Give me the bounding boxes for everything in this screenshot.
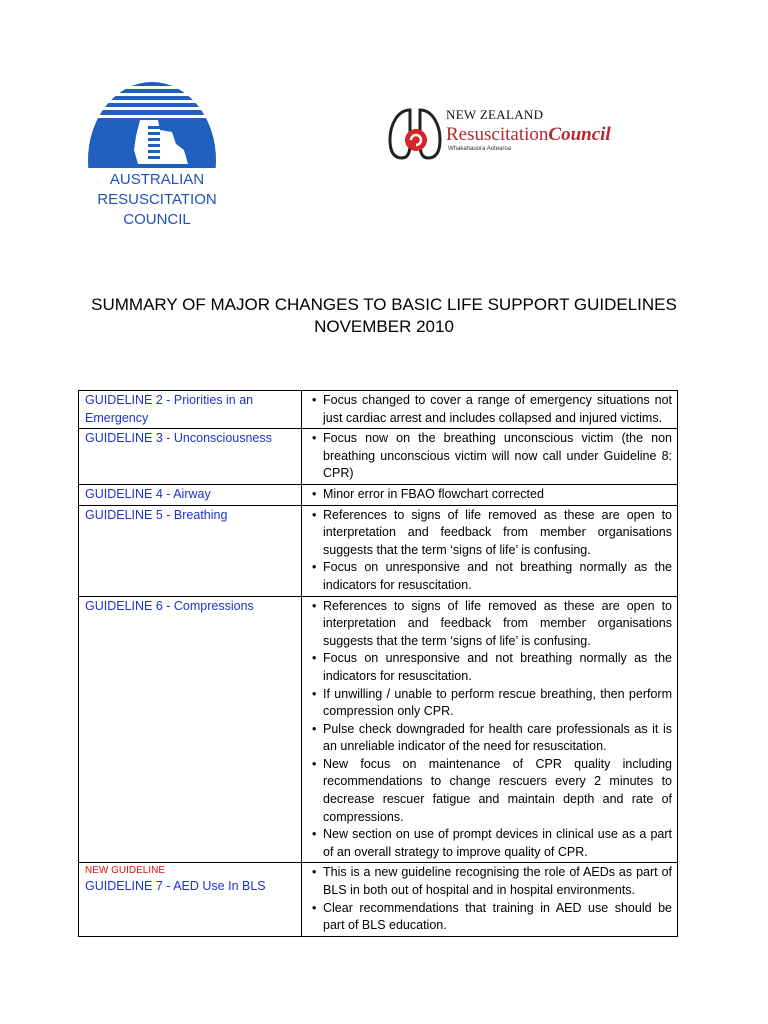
table-row	[79, 429, 678, 485]
guideline-title: GUIDELINE 6 - Compressions	[85, 598, 254, 613]
guideline-title: GUIDELINE 3 - Unconsciousness	[85, 431, 272, 446]
guideline-cell	[79, 429, 302, 485]
nz-council-name	[446, 124, 611, 146]
trademark-mark: TM	[208, 164, 216, 170]
guideline-cell	[79, 484, 302, 505]
australian-council-name	[82, 170, 232, 230]
guideline-cell	[79, 863, 302, 936]
table-row	[79, 596, 678, 863]
guideline-title: GUIDELINE 2 - Priorities in an Emergency	[85, 393, 254, 425]
guideline-cell	[79, 505, 302, 596]
change-bullet: • If unwilling / unable to perform rescue breathing, then perform compression only CPR.	[323, 686, 672, 721]
change-bullet: • References to signs of life removed as these are open to interpretation and feedback from member organisations suggests that the term ‘signs of life’ is confusing.	[323, 507, 672, 560]
title-line-2: NOVEMBER 2010	[314, 317, 454, 336]
guideline-cell	[79, 596, 302, 863]
change-bullet: • Focus on unresponsive and not breathing normally as the indicators for resuscitation.	[323, 650, 672, 685]
change-bullet: • References to signs of life removed as these are open to interpretation and feedback from member organisations suggests that the term ‘signs of life’ is confusing.	[323, 598, 672, 651]
arc-name-line-2: RESUSCITATION	[97, 191, 217, 208]
change-bullet: • Minor error in FBAO flowchart corrected	[323, 486, 672, 504]
arc-name-line-1: AUSTRALIAN	[109, 171, 205, 188]
table-row	[79, 863, 678, 936]
table-row	[79, 505, 678, 596]
document-title	[0, 294, 768, 338]
change-bullet: • This is a new guideline recognising the role of AEDs as part of BLS in both out of hospital and in hospital environments.	[323, 864, 672, 899]
change-bullet: • Focus now on the breathing unconscious victim (the non breathing unconscious victim will now call under Guideline 8: CPR)	[323, 430, 672, 483]
table-row	[79, 484, 678, 505]
change-bullet: • New focus on maintenance of CPR quality including recommendations to change rescuers every 2 minutes to decrease rescuer fatigue and maintain depth and rate of compressions.	[323, 756, 672, 826]
changes-cell	[302, 391, 678, 429]
changes-cell	[302, 429, 678, 485]
new-zealand-resuscitation-council-logo	[386, 104, 656, 162]
guideline-title: GUIDELINE 4 - Airway	[85, 486, 211, 501]
guideline-title: GUIDELINE 5 - Breathing	[85, 507, 228, 522]
change-bullet: • Focus changed to cover a range of emergency situations not just cardiac arrest and includes collapsed and injured victims.	[323, 392, 672, 427]
nz-subline: Whakahauora Aotearoa	[448, 146, 512, 152]
new-guideline-tag: NEW GUIDELINE	[85, 865, 166, 877]
change-bullet: • New section on use of prompt devices in clinical use as a part of an overall strategy to improve quality of CPR.	[323, 826, 672, 861]
nz-word-council: Council	[548, 124, 611, 145]
australian-resuscitation-council-logo	[88, 80, 222, 170]
guideline-cell	[79, 391, 302, 429]
guideline-title: GUIDELINE 7 - AED Use In BLS	[85, 879, 266, 894]
change-bullet: • Pulse check downgraded for health care professionals as it is an unreliable indicator of the need for resuscitation.	[323, 721, 672, 756]
table-row	[79, 391, 678, 429]
change-bullet: • Clear recommendations that training in AED use should be part of BLS education.	[323, 900, 672, 935]
change-bullet: • Focus on unresponsive and not breathing normally as the indicators for resuscitation.	[323, 559, 672, 594]
arc-name-line-3: COUNCIL	[123, 211, 191, 228]
changes-table	[78, 390, 678, 937]
title-line-1: SUMMARY OF MAJOR CHANGES TO BASIC LIFE SUPPORT GUIDELINES	[91, 295, 677, 314]
nz-word-resuscitation: Resuscitation	[446, 124, 549, 145]
changes-cell	[302, 484, 678, 505]
changes-cell	[302, 596, 678, 863]
lungs-heart-icon	[386, 104, 444, 162]
nz-top-line: NEW ZEALAND	[446, 107, 544, 122]
changes-cell	[302, 505, 678, 596]
changes-cell	[302, 863, 678, 936]
